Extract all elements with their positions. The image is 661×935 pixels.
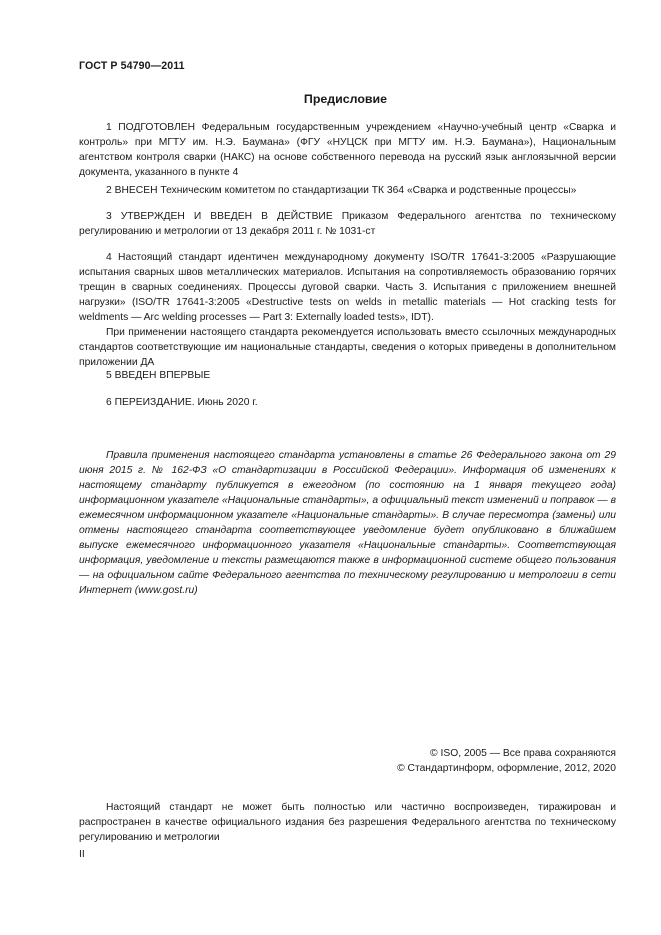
paragraph-5-block [79,368,616,383]
paragraph-identical-to: 4 Настоящий стандарт идентичен международному документу ISO/TR 17641-3:2005 «Разрушающие испытания сварных швов металлических материалов. Испытания на сопротивляемость образованию горячих трещин в сварных соединениях. Процессы дуговой сварки. Часть 3. Испытания с приложением внешней нагрузки» (ISO/TR 17641-3:2005 «Destructive tests on welds in metallic materials — Hot cracking tests for weldments — Arc welding processes — Part 3: Externally loaded tests», IDT). [79,252,616,323]
paragraph-references-note: При применении настоящего стандарта рекомендуется использовать вместо ссылочных международных стандартов соответствующие им национальные стандарты, сведения о которых приведены в дополнительном приложении ДА [79,327,616,368]
paragraph-6-block [79,395,616,410]
paragraph-first-introduced: 5 ВВЕДЕН ВПЕРВЫЕ [106,370,211,381]
paragraph-2-block [79,183,616,198]
application-rules-notice [79,448,616,598]
copyright-block [397,746,616,776]
paragraph-introduced-by: 2 ВНЕСЕН Техническим комитетом по стандартизации ТК 364 «Сварка и родственные процессы» [106,185,577,196]
paragraph-3-block [79,209,616,239]
copyright-iso: © ISO, 2005 — Все права сохраняются [430,748,616,759]
standard-code: ГОСТ Р 54790—2011 [79,60,185,72]
reproduction-notice: Настоящий стандарт не может быть полностью или частично воспроизведен, тиражирован и распространен в качестве официального издания без разрешения Федерального агентства по техническому регулированию и метрологии [79,802,616,843]
paragraph-prepared-by: 1 ПОДГОТОВЛЕН Федеральным государственным учреждением «Научно-учебный центр «Сварка и контроль» при МГТУ им. Н.Э. Баумана» (ФГУ «НУЦСК при МГТУ им. Н.Э. Баумана»), Национальным агентством контроля сварки (НАКС) на основе собственного перевода на русский язык англоязычной версии документа, указанного в пункте 4 [79,122,616,178]
paragraph-4-block [79,250,616,370]
reproduction-notice-block [79,800,616,845]
page-title: Предисловие [303,92,388,106]
paragraph-republished: 6 ПЕРЕИЗДАНИЕ. Июнь 2020 г. [106,397,258,408]
application-rules-text: Правила применения настоящего стандарта установлены в статье 26 Федерального закона от 29 июня 2015 г. № 162-ФЗ «О стандартизации в Российской Федерации». Информация об изменениях к настоящему стандарту публикуется в ежегодном (по состоянию на 1 января текущего года) информационном указателе «Национальные стандарты», а официальный текст изменений и поправок — в ежемесячном информационном указателе «Национальные стандарты». В случае пересмотра (замены) или отмены настоящего стандарта соответствующее уведомление будет опубликовано в ближайшем выпуске ежемесячного информационного указателя «Национальные стандарты». Соответствующая информация, уведомление и тексты размещаются также в информационной системе общего пользования — на официальном сайте Федерального агентства по техническому регулированию и метрологии в сети Интернет (www.gost.ru) [79,450,616,596]
page-number: II [79,849,85,860]
paragraph-1-block [79,120,616,180]
copyright-standartinform: © Стандартинформ, оформление, 2012, 2020 [397,763,616,774]
paragraph-approved: 3 УТВЕРЖДЕН И ВВЕДЕН В ДЕЙСТВИЕ Приказом Федерального агентства по техническому регулированию и метрологии от 13 декабря 2011 г. № 1031-ст [79,211,616,237]
